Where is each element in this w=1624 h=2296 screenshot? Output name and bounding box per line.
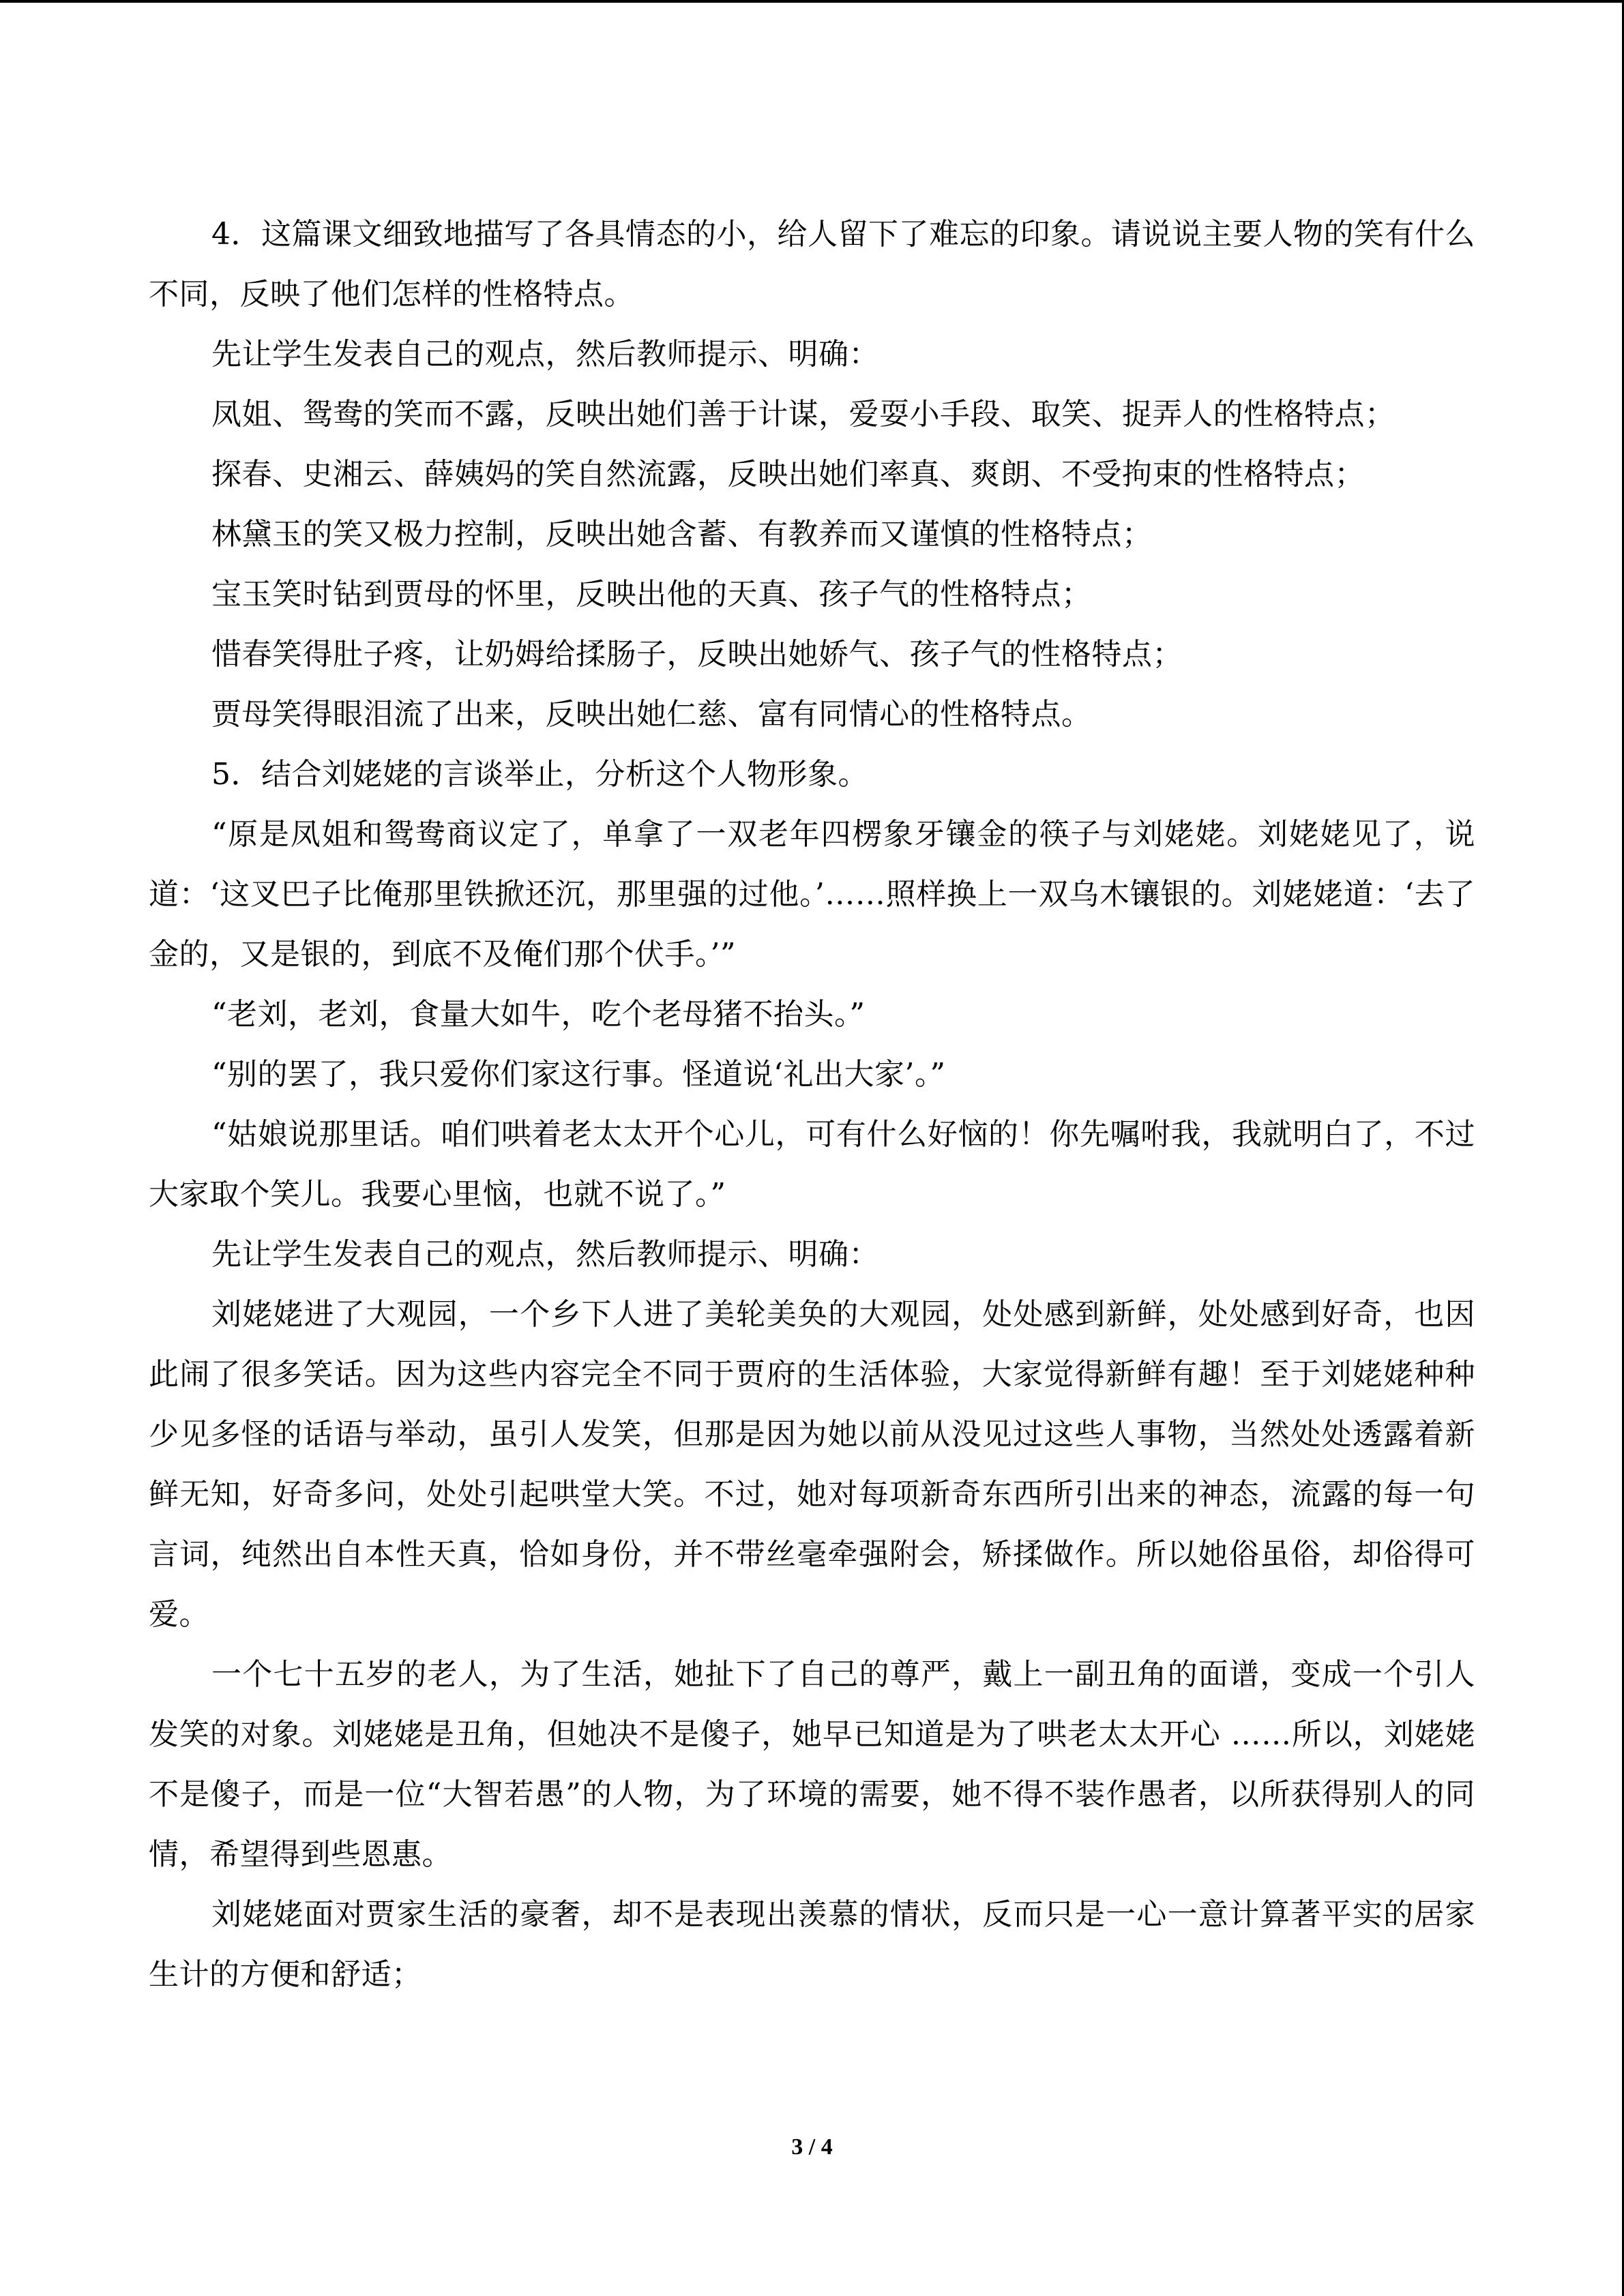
teacher-instruction-2: 先让学生发表自己的观点，然后教师提示、明确：	[211, 1237, 879, 1272]
answer-xichun: 惜春笑得肚子疼，让奶姆给揉肠子，反映出她娇气、孩子气的性格特点；	[211, 637, 1183, 672]
document-body	[149, 205, 1475, 2005]
answer-jiamu: 贾母笑得眼泪流了出来，反映出她仁慈、富有同情心的性格特点。	[211, 697, 1092, 732]
quote-laoliu: “老刘，老刘，食量大如牛，吃个老母猪不抬头。”	[211, 997, 866, 1032]
page-number: 3 / 4	[791, 2134, 833, 2160]
analysis-luxury: 刘姥姥面对贾家生活的豪奢，却不是表现出羡慕的情状，反而只是一心一意计算著平实的居家生计的方便和舒适；	[149, 1897, 1475, 1992]
quote-chopsticks: “原是凤姐和鸳鸯商议定了，单拿了一双老年四楞象牙镶金的筷子与刘姥姥。刘姥姥见了，说道：‘这叉巴子比俺那里铁掀还沉，那里强的过他。’……照样换上一双乌木镶银的。刘姥姥道：‘去了金的，又是银的，到底不及俺们那个伏手。’”	[149, 817, 1475, 972]
top-border-line	[0, 0, 1624, 3]
answer-lin-daiyu: 林黛玉的笑又极力控制，反映出她含蓄、有教养而又谨慎的性格特点；	[211, 517, 1153, 552]
answer-fengjie-yuanyang: 凤姐、鸳鸯的笑而不露，反映出她们善于计谋，爱耍小手段、取笑、捉弄人的性格特点；	[211, 397, 1396, 432]
question-5: 5．结合刘姥姥的言谈举止，分析这个人物形象。	[211, 757, 868, 792]
answer-tanchun-xiangyun: 探春、史湘云、薛姨妈的笑自然流露，反映出她们率真、爽朗、不受拘束的性格特点；	[211, 457, 1365, 492]
analysis-clown: 一个七十五岁的老人，为了生活，她扯下了自己的尊严，戴上一副丑角的面谱，变成一个引人发笑的对象。刘姥姥是丑角，但她决不是傻子，她早已知道是为了哄老太太开心 ……所以，刘姥姥不是傻子，而是一位“大智若愚”的人物，为了环境的需要，她不得不装作愚者，以所获得别人的同情，希望得到些恩惠。	[149, 1657, 1476, 1872]
quote-lichudajia: “别的罢了，我只爱你们家这行事。怪道说‘礼出大家’。”	[211, 1057, 946, 1092]
quote-guniang: “姑娘说那里话。咱们哄着老太太开个心儿，可有什么好恼的！你先嘱咐我，我就明白了，不过大家取个笑儿。我要心里恼，也就不说了。”	[149, 1117, 1475, 1212]
teacher-instruction: 先让学生发表自己的观点，然后教师提示、明确：	[211, 337, 879, 372]
question-4: 4．这篇课文细致地描写了各具情态的小，给人留下了难忘的印象。请说说主要人物的笑有什么不同，反映了他们怎样的性格特点。	[149, 217, 1475, 312]
answer-baoyu: 宝玉笑时钻到贾母的怀里，反映出他的天真、孩子气的性格特点；	[211, 577, 1092, 612]
analysis-daguanyuan: 刘姥姥进了大观园，一个乡下人进了美轮美奂的大观园，处处感到新鲜，处处感到好奇，也因此闹了很多笑话。因为这些内容完全不同于贾府的生活体验，大家觉得新鲜有趣！至于刘姥姥种种少见多怪的话语与举动，虽引人发笑，但那是因为她以前从没见过这些人事物，当然处处透露着新鲜无知，好奇多问，处处引起哄堂大笑。不过，她对每项新奇东西所引出来的神态，流露的每一句言词，纯然出自本性天真，恰如身份，并不带丝毫牵强附会，矫揉做作。所以她俗虽俗，却俗得可爱。	[149, 1297, 1475, 1632]
